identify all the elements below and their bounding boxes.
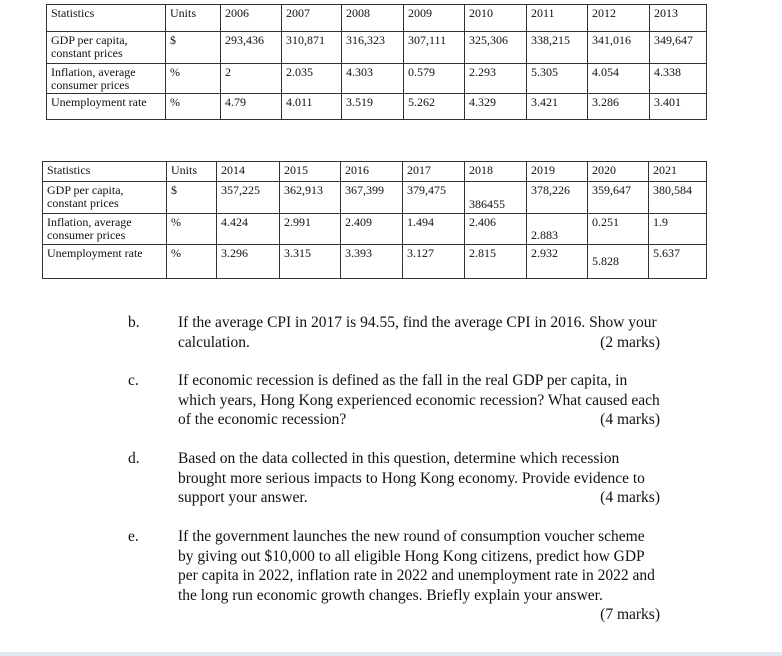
value-cell: 293,436 — [221, 32, 282, 64]
value-cell: 2.815 — [465, 245, 527, 279]
table-header-row — [43, 162, 707, 182]
value-cell: 3.393 — [341, 245, 403, 279]
value-cell: 5.637 — [649, 245, 707, 279]
bottom-edge — [0, 652, 782, 656]
row-label: Inflation, average consumer prices — [43, 214, 167, 245]
table-row — [47, 64, 707, 94]
value-cell: 5.262 — [404, 94, 465, 120]
header-cell: Units — [166, 5, 221, 32]
header-cell: Statistics — [47, 5, 166, 32]
question-label: e. — [128, 528, 139, 545]
value-cell: 357,225 — [217, 182, 280, 214]
value-cell: 2.883 — [527, 214, 588, 245]
value-cell: 4.329 — [465, 94, 527, 120]
value-cell: 0.579 — [404, 64, 465, 94]
header-cell: 2007 — [282, 5, 342, 32]
header-cell: 2008 — [342, 5, 404, 32]
table-row — [47, 94, 707, 120]
value-cell: 307,111 — [404, 32, 465, 64]
value-cell: 3.401 — [650, 94, 707, 120]
value-cell: 3.421 — [527, 94, 588, 120]
value-cell: 1.494 — [403, 214, 465, 245]
table-row — [43, 182, 707, 214]
unit-cell: % — [166, 94, 221, 120]
value-cell: 380,584 — [649, 182, 707, 214]
header-cell: 2013 — [650, 5, 707, 32]
question-marks: (4 marks) — [600, 411, 660, 428]
value-cell: 316,323 — [342, 32, 404, 64]
value-cell: 1.9 — [649, 214, 707, 245]
unit-cell: $ — [166, 32, 221, 64]
value-cell: 4.338 — [650, 64, 707, 94]
header-cell: 2018 — [465, 162, 527, 182]
question-marks: (4 marks) — [600, 489, 660, 506]
question-label: c. — [128, 372, 139, 389]
header-cell: 2010 — [465, 5, 527, 32]
question-text: If economic recession is defined as the fall in the real GDP per capita, in which years, Hong Kong experienced economic recession? What caused each of the economic recession? — [178, 372, 660, 428]
header-cell: 2014 — [217, 162, 280, 182]
value-cell: 4.79 — [221, 94, 282, 120]
unit-cell: % — [166, 64, 221, 94]
value-cell: 325,306 — [465, 32, 527, 64]
header-cell: Units — [167, 162, 217, 182]
row-label: GDP per capita, constant prices — [43, 182, 167, 214]
statistics-table-2014-2021 — [42, 161, 707, 279]
value-cell: 3.286 — [588, 94, 650, 120]
header-cell: 2016 — [341, 162, 403, 182]
header-cell: 2021 — [649, 162, 707, 182]
question-marks: (2 marks) — [600, 333, 660, 351]
value-cell: 341,016 — [588, 32, 650, 64]
value-cell: 4.011 — [282, 94, 342, 120]
value-cell: 2.406 — [465, 214, 527, 245]
value-cell: 2.035 — [282, 64, 342, 94]
header-cell: 2017 — [403, 162, 465, 182]
value-cell: 359,647 — [588, 182, 649, 214]
value-cell: 338,215 — [527, 32, 588, 64]
value-cell: 2 — [221, 64, 282, 94]
header-cell: 2019 — [527, 162, 588, 182]
value-cell: 4.303 — [342, 64, 404, 94]
value-cell: 5.305 — [527, 64, 588, 94]
table-row — [47, 32, 707, 64]
value-cell: 3.519 — [342, 94, 404, 120]
value-cell: 386455 — [465, 182, 527, 214]
value-cell: 2.991 — [280, 214, 341, 245]
value-cell: 5.828 — [588, 245, 649, 279]
value-cell: 379,475 — [403, 182, 465, 214]
value-cell: 4.054 — [588, 64, 650, 94]
question-text: If the average CPI in 2017 is 94.55, find the average CPI in 2016. Show your calculation. — [178, 314, 657, 351]
row-label: Unemployment rate — [47, 94, 166, 120]
value-cell: 378,226 — [527, 182, 588, 214]
value-cell: 3.315 — [280, 245, 341, 279]
question-label: d. — [128, 450, 140, 467]
unit-cell: % — [167, 245, 217, 279]
header-cell: 2011 — [527, 5, 588, 32]
value-cell: 3.127 — [403, 245, 465, 279]
table-header-row — [47, 5, 707, 32]
table-row — [43, 245, 707, 279]
value-cell: 3.296 — [217, 245, 280, 279]
table-row — [43, 214, 707, 245]
question-label: b. — [128, 314, 140, 331]
header-cell: 2006 — [221, 5, 282, 32]
header-cell: 2020 — [588, 162, 649, 182]
header-cell: 2009 — [404, 5, 465, 32]
header-cell: 2012 — [588, 5, 650, 32]
value-cell: 4.424 — [217, 214, 280, 245]
value-cell: 0.251 — [588, 214, 649, 245]
value-cell: 367,399 — [341, 182, 403, 214]
value-cell: 362,913 — [280, 182, 341, 214]
row-label: Inflation, average consumer prices — [47, 64, 166, 94]
value-cell: 349,647 — [650, 32, 707, 64]
value-cell: 2.932 — [527, 245, 588, 279]
row-label: Unemployment rate — [43, 245, 167, 279]
header-cell: 2015 — [280, 162, 341, 182]
question-text: Based on the data collected in this question, determine which recession brought more serious impacts to Hong Kong economy. Provide evidence to support your answer. — [178, 450, 645, 506]
value-cell: 2.293 — [465, 64, 527, 94]
question-marks: (7 marks) — [600, 606, 660, 623]
question-text: If the government launches the new round of consumption voucher scheme by giving out $10,000 to all eligible Hong Kong citizens, predict how GDP per capita in 2022, inflation rate in 2022 and unemployment rate in 2022 and the long run economic growth changes. Briefly explain your answer. — [178, 528, 655, 604]
value-cell: 2.409 — [341, 214, 403, 245]
row-label: GDP per capita, constant prices — [47, 32, 166, 64]
statistics-table-2006-2013 — [46, 4, 707, 120]
header-cell: Statistics — [43, 162, 167, 182]
unit-cell: % — [167, 214, 217, 245]
unit-cell: $ — [167, 182, 217, 214]
value-cell: 310,871 — [282, 32, 342, 64]
